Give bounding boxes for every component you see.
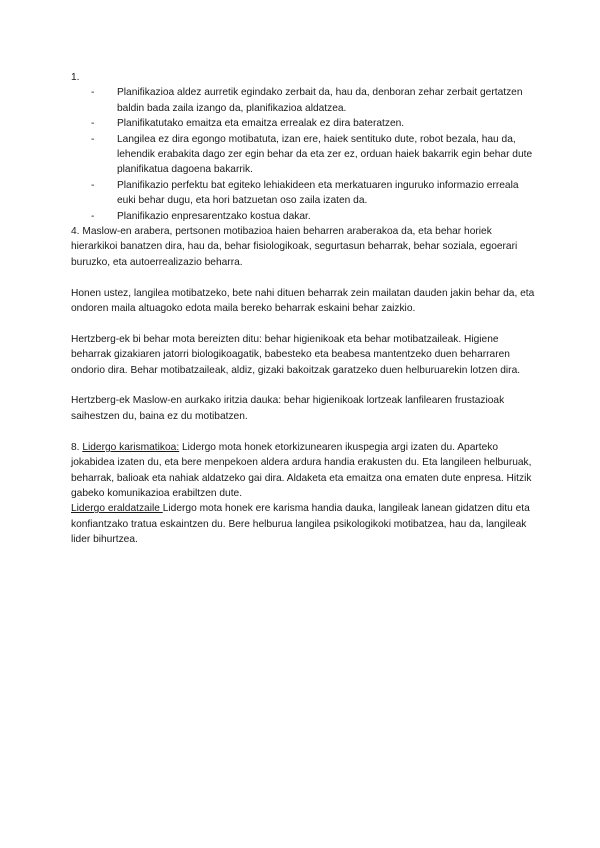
- question-8-transformational-paragraph: [71, 501, 540, 547]
- bullet-dash: -: [91, 87, 95, 99]
- list-item: [91, 85, 540, 116]
- question-1-bullet-list: [71, 85, 540, 224]
- question-8-charismatic-paragraph: [71, 440, 540, 502]
- list-item: [91, 132, 540, 178]
- bullet-dash: -: [91, 210, 95, 222]
- paragraph-gap: [71, 378, 540, 393]
- charismatic-leadership-term: Lidergo karismatikoa:: [82, 441, 180, 453]
- list-item: [91, 178, 540, 209]
- bullet-dash: -: [91, 179, 95, 191]
- bullet-dash: -: [91, 118, 95, 130]
- bullet-dash: -: [91, 133, 95, 145]
- bullet-text: Langilea ez dira egongo motibatuta, izan ere, haiek sentituko dute, robot bezala, hau da, lehendik erabakita dago zer egin behar da eta zer ez, orduan haiek bakarrik egin behar dute planifikatua dagoena bakarrik.: [117, 133, 533, 176]
- paragraph-gap: [71, 316, 540, 331]
- paragraph-gap: [71, 424, 540, 439]
- question-4-hertzberg-paragraph: Hertzberg-ek bi behar mota bereizten ditu: behar higienikoak eta behar motibatzaileak. Higiene beharrak gizakiaren jatorri biologikoagatik, babesteko eta beabesa mantentzeko duen beharraren ondorio dira. Behar motibatzaileak, aldiz, gizaki bakoitzak garatzeko duen helburuarekin lotzen dira.: [71, 333, 521, 376]
- question-4-comparison-paragraph: Hertzberg-ek Maslow-en aurkako iritzia dauka: behar higienikoak lortzeak lanfilearen frustazioak saihestzen du, baina ez du motibatzen.: [71, 395, 505, 422]
- bullet-text: Planifikatutako emaitza eta emaitza errealak ez dira bateratzen.: [117, 118, 405, 130]
- question-1-number: 1.: [71, 72, 80, 83]
- bullet-text: Planifikazio perfektu bat egiteko lehiakideen eta merkatuaren inguruko informazio erreala euki behar dugu, eta hori batzuetan oso zaila izaten da.: [117, 179, 519, 207]
- charismatic-leadership-text: Lidergo mota honek etorkizunearen ikuspegia argi izaten du. Aparteko jokabidea izaten du, eta bere menpekoen aldera ardura handia erakusten du. Eta langileen helburuak, beharrak, balioak eta nahiak aldatzeko gai dira. Aldaketa eta emaitza ona ematen dute enpresa. Hitzik gabeko komunikazioa erabiltzen dute.: [71, 441, 532, 499]
- paragraph-gap: [71, 270, 540, 285]
- transformational-leadership-text: Lidergo mota honek ere karisma handia dauka, langileak lanean gidatzen ditu eta konfiantzako tratua eskaintzen du. Bere helburua langilea psikologikoki motibatzea, hau da, langileak lider bihurtzea.: [71, 503, 530, 546]
- list-item: [91, 116, 540, 131]
- question-4-maslow-paragraph: 4. Maslow-en arabera, pertsonen motibazioa haien beharren araberakoa da, eta behar horiek hierarkikoi banatzen dira, hau da, behar fisiologikoak, segurtasun beharrak, behar soziala, egoerari buruzko, eta autoerrealizazio beharra.: [71, 226, 518, 268]
- question-4-motivation-paragraph: Honen ustez, langilea motibatzeko, bete nahi dituen beharrak zein mailatan dauden jakin behar da, eta ondoren maila altuagoko edota maila bereko beharrak eskaini behar zaizkio.: [71, 287, 535, 315]
- transformational-leadership-term: Lidergo eraldatzaile: [71, 503, 163, 515]
- bullet-text: Planifikazio enpresarentzako kostua dakar.: [117, 210, 311, 222]
- list-item: [91, 209, 540, 224]
- question-8-number: 8.: [71, 441, 83, 453]
- bullet-text: Planifikazioa aldez aurretik egindako zerbait da, hau da, denboran zehar zerbait gertatzen baldin bada zaila izango da, planifikazioa aldatzea.: [117, 87, 523, 114]
